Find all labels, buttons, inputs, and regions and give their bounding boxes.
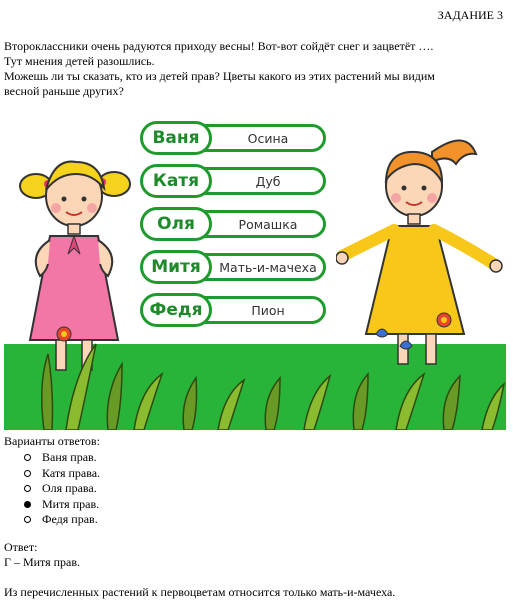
- child-name-label: Ваня: [140, 121, 212, 155]
- answer-option[interactable]: [4, 481, 100, 497]
- answer-option[interactable]: [4, 512, 100, 528]
- answer-option-label: Ваня прав.: [42, 450, 97, 464]
- radio-marker-icon: [24, 485, 31, 492]
- answer-value: Г – Митя прав.: [4, 555, 81, 569]
- plant-name-label: Мать-и-мачеха: [202, 253, 326, 281]
- answer-option-label: Катя права.: [42, 465, 101, 480]
- plant-name-label: Пион: [202, 296, 326, 324]
- child-name-label: Оля: [140, 207, 212, 241]
- answer-option-label: Митя прав.: [42, 496, 100, 511]
- intro-line-2: Тут мнения детей разошлись.: [4, 54, 155, 68]
- option-row: [140, 253, 328, 283]
- answer-label: Ответ:: [4, 540, 38, 554]
- task-label: ЗАДАНИЕ 3: [437, 8, 503, 22]
- option-row: [140, 124, 328, 154]
- option-row: [140, 296, 328, 326]
- plant-name-label: Осина: [202, 124, 326, 152]
- intro-line-1: Второклассники очень радуются приходу весны! Вот-вот сойдёт снег и зацветёт ….: [4, 39, 434, 53]
- answer-option-label: Оля права.: [42, 481, 97, 495]
- illustration: [4, 104, 506, 430]
- child-name-label: Катя: [140, 164, 212, 198]
- answers-title: Варианты ответов:: [4, 434, 100, 448]
- intro-line-3: Можешь ли ты сказать, кто из детей прав? Цветы какого из этих растений мы видим: [4, 69, 435, 83]
- answer-option[interactable]: [4, 466, 100, 482]
- intro-line-4: весной раньше других?: [4, 84, 124, 98]
- child-name-label: Митя: [140, 250, 212, 284]
- plant-name-label: Дуб: [202, 167, 326, 195]
- answer-option-label: Федя прав.: [42, 512, 98, 526]
- answer-option-selected[interactable]: [4, 497, 100, 513]
- option-row: [140, 167, 328, 197]
- option-row: [140, 210, 328, 240]
- answer-options-list: [4, 450, 100, 528]
- explanation-text: Из перечисленных растений к первоцветам относится только мать-и-мачеха.: [4, 585, 396, 599]
- answer-option[interactable]: [4, 450, 100, 466]
- radio-marker-selected-icon: [24, 501, 31, 508]
- child-name-label: Федя: [140, 293, 212, 327]
- radio-marker-icon: [24, 516, 31, 523]
- plant-name-label: Ромашка: [202, 210, 326, 238]
- radio-marker-icon: [24, 470, 31, 477]
- intro-text: [4, 39, 504, 99]
- radio-marker-icon: [24, 454, 31, 461]
- name-plant-options: [140, 124, 328, 339]
